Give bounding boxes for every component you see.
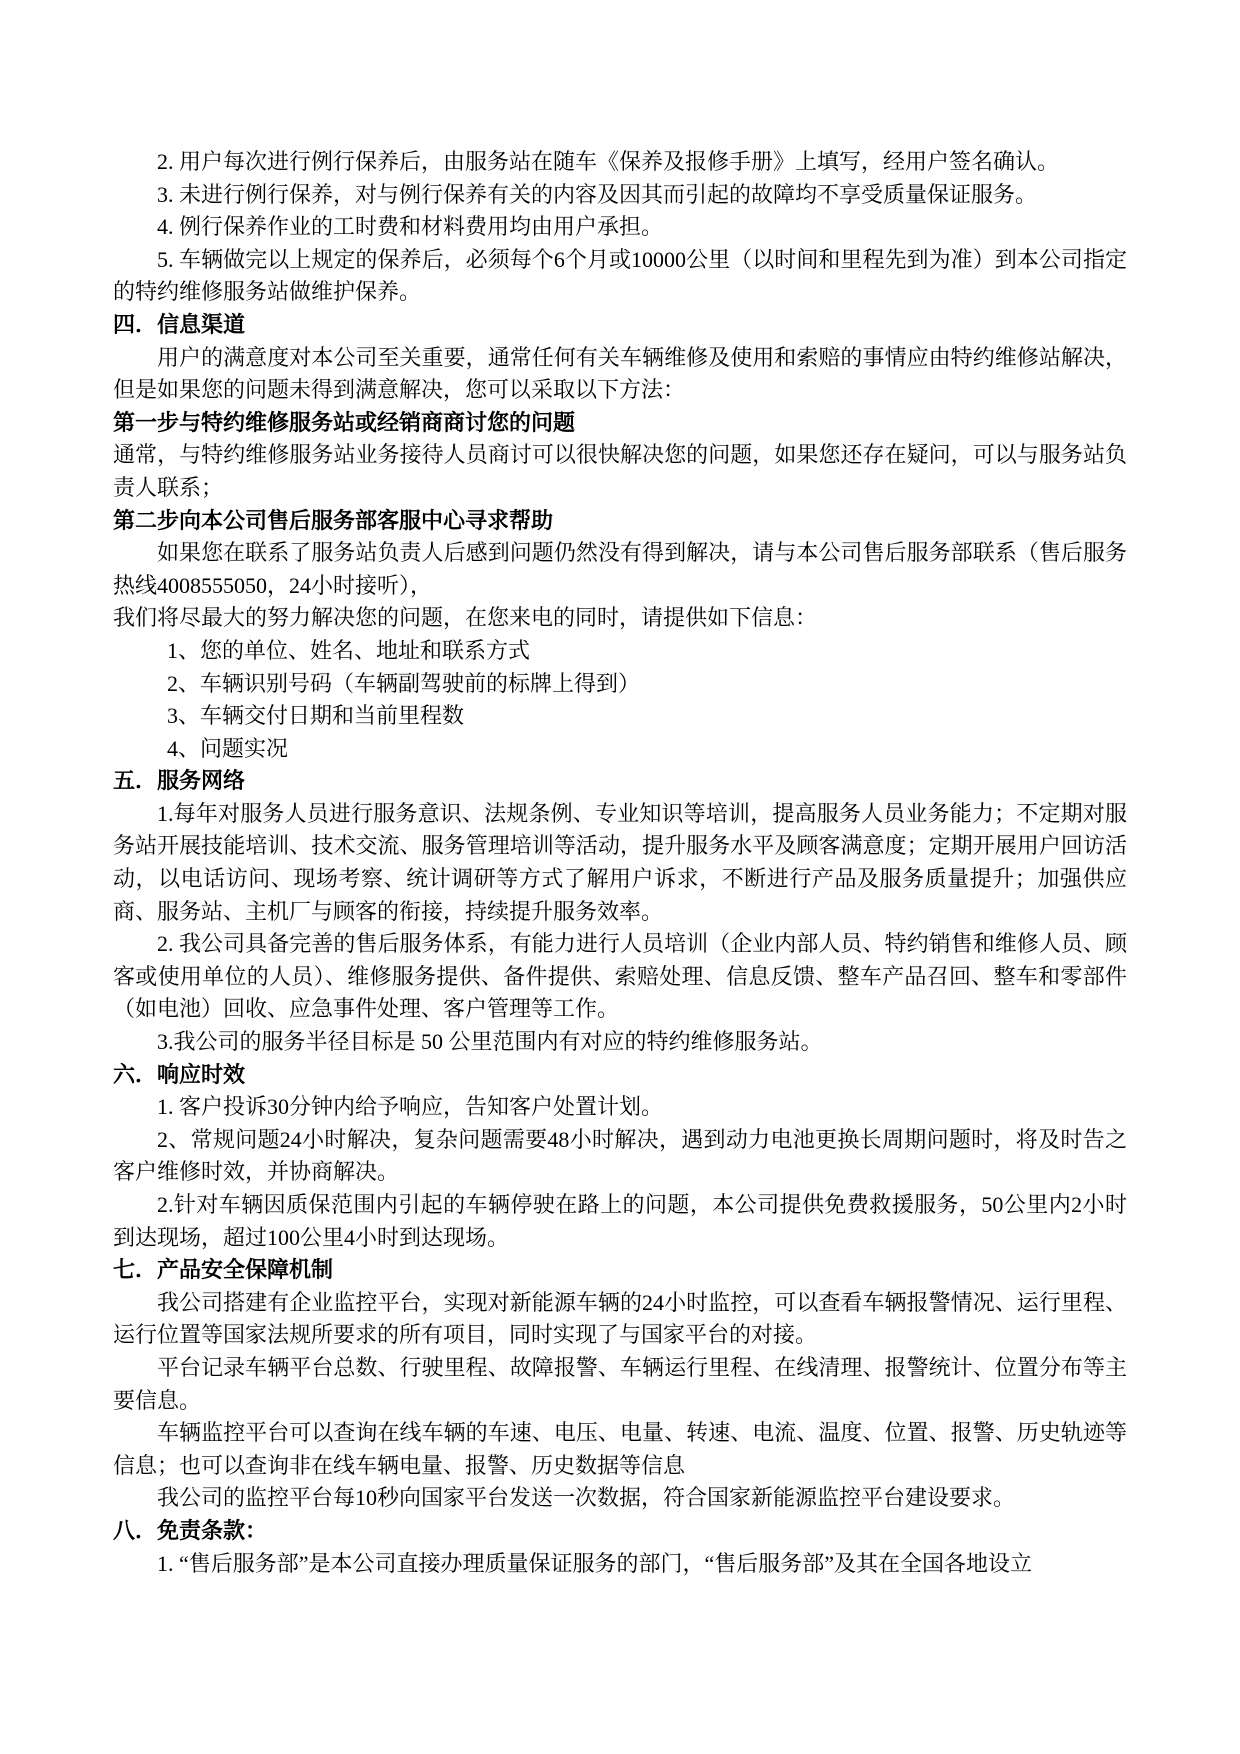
list-item: 4、问题实况 [167, 735, 289, 761]
list-item: 1、您的单位、姓名、地址和联系方式 [167, 637, 531, 663]
paragraph: 用户的满意度对本公司至关重要，通常任何有关车辆维修及使用和索赔的事情应由特约维修站解决，但是如果您的问题未得到满意解决，您可以采取以下方法： [113, 344, 1127, 403]
paragraph: 4. 例行保养作业的工时费和材料费用均由用户承担。 [157, 214, 664, 240]
paragraph: 2.针对车辆因质保范围内引起的车辆停驶在路上的问题，本公司提供免费救援服务，50公里内2小时到达现场，超过100公里4小时到达现场。 [113, 1192, 1127, 1250]
paragraph: 我们将尽最大的努力解决您的问题，在您来电的同时，请提供如下信息： [113, 605, 818, 631]
paragraph: 3. 未进行例行保养，对与例行保养有关的内容及因其而引起的故障均不享受质量保证服务。 [157, 181, 1038, 207]
section-heading: 六．响应时效 [113, 1061, 246, 1087]
section-heading: 四．信息渠道 [113, 311, 246, 337]
paragraph: 5. 车辆做完以上规定的保养后，必须每个6个月或10000公里（以时间和里程先到为准）到本公司指定的特约维修服务站做维护保养。 [113, 246, 1127, 305]
paragraph: 2. 我公司具备完善的售后服务体系，有能力进行人员培训（企业内部人员、特约销售和维修人员、顾客或使用单位的人员）、维修服务提供、备件提供、索赔处理、信息反馈、整车产品召回、整车和零部件（如电池）回收、应急事件处理、客户管理等工作。 [113, 931, 1127, 1022]
step-heading: 第二步向本公司售后服务部客服中心寻求帮助 [113, 507, 554, 533]
paragraph: 如果您在联系了服务站负责人后感到问题仍然没有得到解决，请与本公司售后服务部联系（售后服务热线4008555050，24小时接听）， [113, 540, 1127, 598]
paragraph: 我公司搭建有企业监控平台，实现对新能源车辆的24小时监控，可以查看车辆报警情况、运行里程、运行位置等国家法规所要求的所有项目，同时实现了与国家平台的对接。 [113, 1289, 1127, 1348]
step-heading: 第一步与特约维修服务站或经销商商讨您的问题 [113, 409, 576, 435]
paragraph: 2、常规问题24小时解决，复杂问题需要48小时解决，遇到动力电池更换长周期问题时，将及时告之客户维修时效，并协商解决。 [113, 1126, 1127, 1185]
paragraph: 1. “售后服务部”是本公司直接办理质量保证服务的部门，“售后服务部”及其在全国各地设立 [157, 1550, 1033, 1576]
section-heading: 七．产品安全保障机制 [113, 1257, 334, 1283]
paragraph: 车辆监控平台可以查询在线车辆的车速、电压、电量、转速、电流、温度、位置、报警、历史轨迹等信息；也可以查询非在线车辆电量、报警、历史数据等信息 [113, 1420, 1127, 1478]
section-heading: 五．服务网络 [113, 768, 246, 794]
paragraph: 1. 客户投诉30分钟内给予响应，告知客户处置计划。 [157, 1094, 664, 1120]
list-item: 3、车辆交付日期和当前里程数 [167, 703, 465, 729]
paragraph: 平台记录车辆平台总数、行驶里程、故障报警、车辆运行里程、在线清理、报警统计、位置分布等主要信息。 [113, 1354, 1127, 1413]
paragraph: 通常，与特约维修服务站业务接待人员商讨可以很快解决您的问题，如果您还存在疑问，可以与服务站负责人联系； [113, 442, 1127, 500]
document-page [113, 146, 1127, 1580]
section-heading: 八．免责条款： [113, 1517, 268, 1543]
paragraph: 我公司的监控平台每10秒向国家平台发送一次数据，符合国家新能源监控平台建设要求。 [157, 1485, 1016, 1511]
list-item: 2、车辆识别号码（车辆副驾驶前的标牌上得到） [167, 670, 641, 696]
paragraph: 1.每年对服务人员进行服务意识、法规条例、专业知识等培训，提高服务人员业务能力；不定期对服务站开展技能培训、技术交流、服务管理培训等活动，提升服务水平及顾客满意度；定期开展用户回访活动，以电话访问、现场考察、统计调研等方式了解用户诉求，不断进行产品及服务质量提升；加强供应商、服务站、主机厂与顾客的衔接，持续提升服务效率。 [113, 800, 1127, 924]
paragraph: 2. 用户每次进行例行保养后，由服务站在随车《保养及报修手册》上填写，经用户签名确认。 [157, 149, 1060, 174]
paragraph: 3.我公司的服务半径目标是 50 公里范围内有对应的特约维修服务站。 [157, 1029, 823, 1055]
